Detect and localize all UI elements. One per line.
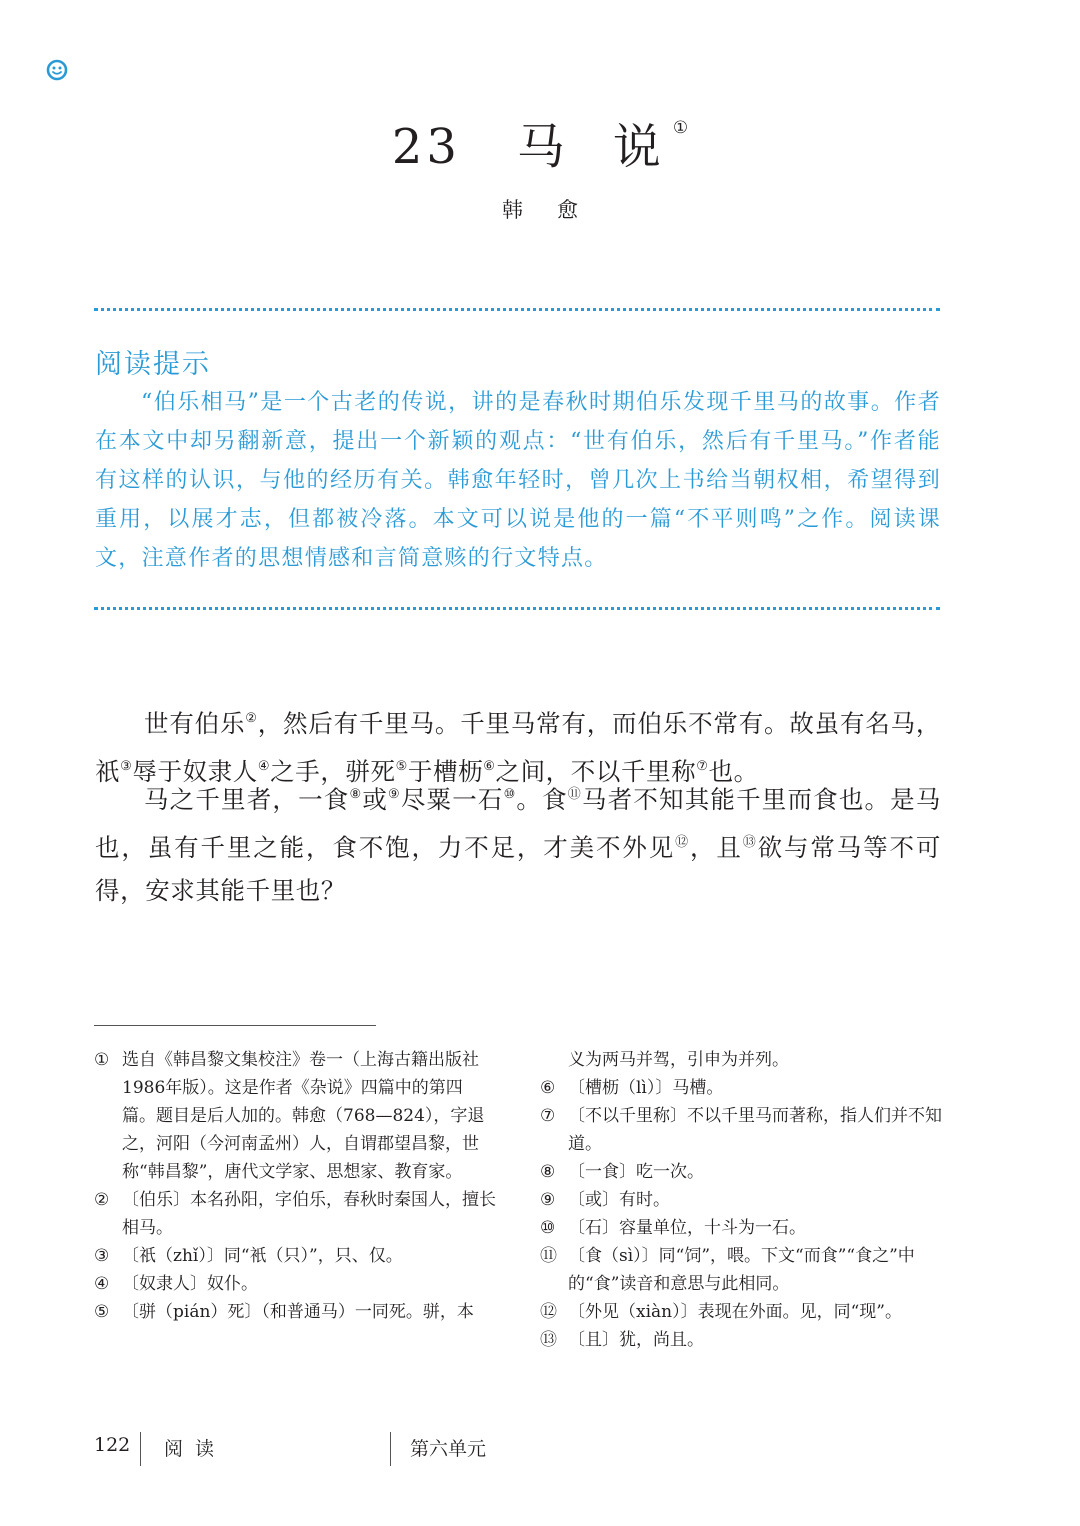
footnote-marker: ⑤ bbox=[395, 759, 408, 774]
reading-tip-body: “伯乐相马”是一个古老的传说，讲的是春秋时期伯乐发现千里马的故事。作者在本文中却另翻新意，提出一个新颖的观点：“世有伯乐，然后有千里马。”作者能有这样的认识，与他的经历有关。韩愈年轻时，曾几次上书给当朝权相，希望得到重用，以展才志，但都被冷落。本文可以说是他的一篇“不平则鸣”之作。阅读课文，注意作者的思想情感和言简意赅的行文特点。 bbox=[95, 390, 941, 571]
footnote-text: 义为两马并驾，引申为并列。 bbox=[568, 1050, 789, 1070]
paragraph-text: 马之千里者，一食 bbox=[144, 785, 350, 814]
footnote-number: ⑥ bbox=[540, 1078, 556, 1098]
footnote-number bbox=[540, 1046, 568, 1074]
paragraph-text: 或 bbox=[362, 785, 388, 814]
footnotes-left bbox=[94, 1046, 496, 1326]
footnote-text: 〔奴隶人〕奴仆。 bbox=[122, 1274, 258, 1294]
footnote-item bbox=[94, 1046, 496, 1186]
dotted-divider-top bbox=[94, 308, 940, 311]
reading-tip-heading: 阅读提示 bbox=[95, 349, 211, 380]
title-footnote-marker: ① bbox=[672, 118, 689, 138]
paragraph-2 bbox=[95, 773, 941, 912]
paragraph-text: 于槽枥 bbox=[407, 757, 484, 786]
footnote-rule bbox=[94, 1025, 376, 1026]
footnote-number: ⑩ bbox=[540, 1218, 556, 1238]
footnote-number: ⑫ bbox=[540, 1302, 557, 1322]
paragraph-text: ，且 bbox=[690, 833, 743, 862]
footnote-number: ⑬ bbox=[540, 1330, 557, 1350]
paragraph-text: 之间，不以千里称 bbox=[495, 757, 697, 786]
footnote-text: 〔外见（xiàn）〕表现在外面。见，同“现”。 bbox=[568, 1302, 902, 1322]
footer-divider bbox=[390, 1432, 391, 1466]
footnote-text: 〔石〕容量单位，十斗为一石。 bbox=[568, 1218, 806, 1238]
footnote-marker: ⑩ bbox=[503, 787, 517, 802]
footnote-number: ⑨ bbox=[540, 1190, 556, 1210]
paragraph-text: 欲与常马等不可得，安求其能千里也？ bbox=[95, 833, 941, 905]
paragraph-text: 世有伯乐 bbox=[144, 709, 246, 738]
footnote-number: ① bbox=[94, 1050, 110, 1070]
footnote-item bbox=[540, 1242, 942, 1298]
footnote-marker: ⑥ bbox=[483, 759, 496, 774]
footer-section: 阅读 bbox=[164, 1438, 227, 1460]
footnote-number: ⑪ bbox=[540, 1246, 557, 1266]
footnotes-right bbox=[540, 1046, 942, 1354]
smiley-face-icon bbox=[46, 59, 68, 81]
footnote-text: 选自《韩昌黎文集校注》卷一（上海古籍出版社1986年版）。这是作者《杂说》四篇中的第四篇。题目是后人加的。韩愈（768—824），字退之，河阳（今河南孟州）人，自谓郡望昌黎，世称“韩昌黎”，唐代文学家、思想家、教育家。 bbox=[122, 1050, 485, 1182]
paragraph-text: 马者不知其能千里而食也。是马也，虽有千里之能，食不饱，力不足，才美不外见 bbox=[95, 785, 941, 862]
title-char-1: 马 bbox=[516, 119, 569, 175]
footnote-text: 〔食（sì）〕同“饲”，喂。下文“而食”“食之”中的“食”读音和意思与此相同。 bbox=[568, 1246, 915, 1294]
footnote-item bbox=[540, 1102, 942, 1158]
footnote-text: 〔槽枥（lì）〕马槽。 bbox=[568, 1078, 724, 1098]
paragraph-text: 之手，骈死 bbox=[270, 757, 396, 786]
footnote-marker: ⑨ bbox=[388, 787, 401, 802]
footnote-text: 〔祇（zhǐ）〕同“衹（只）”，只、仅。 bbox=[122, 1246, 403, 1266]
footnote-text: 〔且〕犹，尚且。 bbox=[568, 1330, 704, 1350]
footnote-item bbox=[540, 1298, 942, 1326]
footnote-text: 〔或〕有时。 bbox=[568, 1190, 670, 1210]
footnote-marker: ② bbox=[245, 711, 258, 726]
footnote-number: ⑤ bbox=[94, 1302, 110, 1322]
footnote-marker: ⑦ bbox=[696, 759, 709, 774]
footnote-item bbox=[94, 1186, 496, 1242]
footnote-marker: ④ bbox=[257, 759, 271, 774]
footnote-item bbox=[540, 1074, 942, 1102]
footnote-marker: ⑬ bbox=[742, 835, 758, 850]
footnote-item bbox=[94, 1242, 496, 1270]
footnote-item bbox=[94, 1270, 496, 1298]
footnote-text: 〔伯乐〕本名孙阳，字伯乐，春秋时秦国人，擅长相马。 bbox=[122, 1190, 496, 1238]
footnote-item bbox=[540, 1186, 942, 1214]
dotted-divider-bottom bbox=[94, 607, 940, 610]
footnote-text: 〔骈（pián）死〕（和普通马）一同死。骈，本 bbox=[122, 1302, 474, 1322]
footnote-number: ⑧ bbox=[540, 1162, 556, 1182]
paragraph-text: 辱于奴隶人 bbox=[132, 757, 258, 786]
footnote-text: 〔不以千里称〕不以千里马而著称，指人们并不知道。 bbox=[568, 1106, 942, 1154]
footnote-number: ④ bbox=[94, 1274, 110, 1294]
footnote-marker: ③ bbox=[120, 759, 133, 774]
page-number: 122 bbox=[94, 1434, 131, 1456]
footnote-item bbox=[94, 1298, 496, 1326]
footnote-number: ⑦ bbox=[540, 1106, 556, 1126]
paragraph-text: 。食 bbox=[516, 785, 568, 814]
footnote-item bbox=[540, 1158, 942, 1186]
page-title bbox=[0, 108, 1080, 177]
footnote-item bbox=[540, 1046, 942, 1074]
footnote-item bbox=[540, 1214, 942, 1242]
footnote-text: 〔一食〕吃一次。 bbox=[568, 1162, 704, 1182]
footnote-marker: ⑧ bbox=[349, 787, 363, 802]
footnote-marker: ⑫ bbox=[675, 835, 691, 850]
footer-unit: 第六单元 bbox=[410, 1438, 487, 1460]
footer-divider bbox=[140, 1432, 141, 1466]
paragraph-text: 也。 bbox=[708, 757, 759, 786]
footnote-marker: ⑪ bbox=[567, 787, 582, 802]
author-name: 韩愈 bbox=[502, 198, 612, 222]
footnote-item bbox=[540, 1326, 942, 1354]
footnote-number: ② bbox=[94, 1190, 110, 1210]
paragraph-text: 尽粟一石 bbox=[400, 785, 504, 814]
paragraph-text: ，然后有千里马。千里马常有，而伯乐不常有。故虽有名马，祇 bbox=[95, 709, 941, 786]
title-char-2: 说 bbox=[612, 119, 665, 175]
lesson-number: 23 bbox=[391, 119, 461, 175]
footnote-number: ③ bbox=[94, 1246, 110, 1266]
